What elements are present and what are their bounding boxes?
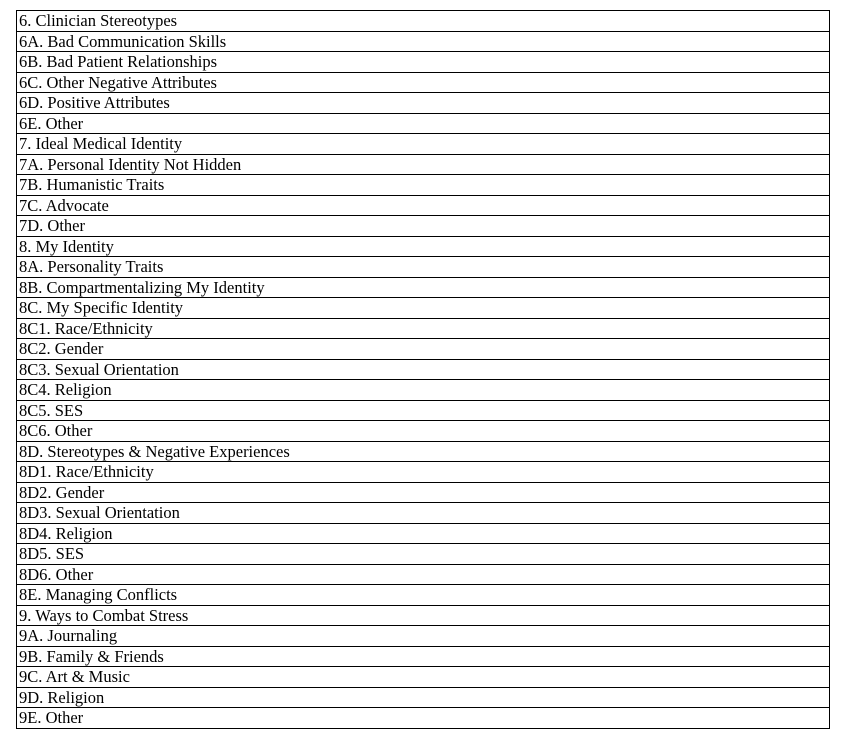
table-row [17,441,830,462]
table-cell: 8D6. Other [17,564,830,585]
table-row [17,93,830,114]
table-cell: 8. My Identity [17,236,830,257]
table-row [17,236,830,257]
code-table-body [17,11,830,729]
table-cell: 7D. Other [17,216,830,237]
table-row [17,708,830,729]
table-cell: 8A. Personality Traits [17,257,830,278]
table-row [17,400,830,421]
table-cell: 8D3. Sexual Orientation [17,503,830,524]
table-cell: 9. Ways to Combat Stress [17,605,830,626]
table-row [17,359,830,380]
table-row [17,585,830,606]
table-cell: 7B. Humanistic Traits [17,175,830,196]
table-row [17,605,830,626]
table-row [17,523,830,544]
table-cell: 6D. Positive Attributes [17,93,830,114]
table-row [17,195,830,216]
table-cell: 6A. Bad Communication Skills [17,31,830,52]
table-row [17,667,830,688]
table-row [17,339,830,360]
table-row [17,626,830,647]
table-cell: 8C6. Other [17,421,830,442]
table-row [17,52,830,73]
table-row [17,298,830,319]
code-table [16,10,830,729]
table-cell: 8D. Stereotypes & Negative Experiences [17,441,830,462]
table-row [17,687,830,708]
table-row [17,503,830,524]
table-cell: 8D1. Race/Ethnicity [17,462,830,483]
table-cell: 8D5. SES [17,544,830,565]
table-cell: 7C. Advocate [17,195,830,216]
table-cell: 6C. Other Negative Attributes [17,72,830,93]
table-row [17,421,830,442]
table-cell: 9E. Other [17,708,830,729]
table-row [17,462,830,483]
table-row [17,72,830,93]
table-row [17,544,830,565]
table-cell: 9B. Family & Friends [17,646,830,667]
table-cell: 8B. Compartmentalizing My Identity [17,277,830,298]
table-cell: 6. Clinician Stereotypes [17,11,830,32]
table-row [17,646,830,667]
table-cell: 8C1. Race/Ethnicity [17,318,830,339]
table-row [17,11,830,32]
table-cell: 6B. Bad Patient Relationships [17,52,830,73]
table-cell: 8E. Managing Conflicts [17,585,830,606]
table-cell: 7. Ideal Medical Identity [17,134,830,155]
table-cell: 6E. Other [17,113,830,134]
table-cell: 8C4. Religion [17,380,830,401]
table-row [17,380,830,401]
table-row [17,113,830,134]
table-cell: 8C. My Specific Identity [17,298,830,319]
table-row [17,277,830,298]
table-cell: 7A. Personal Identity Not Hidden [17,154,830,175]
table-row [17,154,830,175]
table-row [17,216,830,237]
table-cell: 8D4. Religion [17,523,830,544]
table-cell: 9C. Art & Music [17,667,830,688]
table-row [17,482,830,503]
table-row [17,175,830,196]
table-cell: 8C5. SES [17,400,830,421]
table-cell: 8C2. Gender [17,339,830,360]
table-cell: 9D. Religion [17,687,830,708]
table-row [17,134,830,155]
table-row [17,31,830,52]
table-row [17,257,830,278]
table-cell: 9A. Journaling [17,626,830,647]
table-row [17,318,830,339]
table-cell: 8C3. Sexual Orientation [17,359,830,380]
table-row [17,564,830,585]
table-cell: 8D2. Gender [17,482,830,503]
